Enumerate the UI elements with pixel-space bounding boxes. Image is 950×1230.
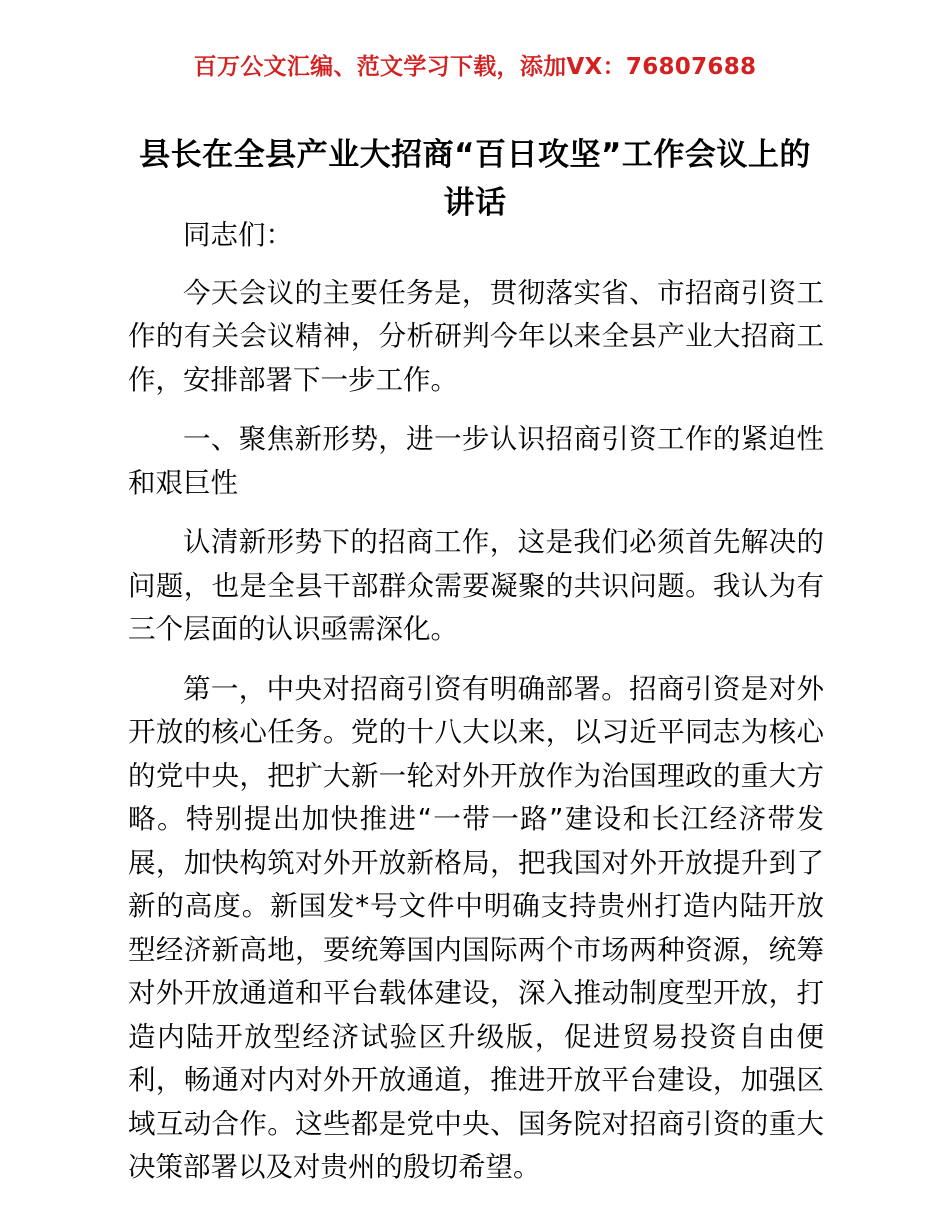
paragraph-salutation: 同志们：: [183, 219, 293, 251]
page-title: 县长在全县产业大招商“百日攻坚”工作会议上的讲话: [139, 136, 811, 221]
paragraph-section-one-intro: 认清新形势下的招商工作，这是我们必须首先解决的问题，也是全县干部群众需要凝聚的共识问题。我认为有三个层面的认识亟需深化。: [128, 526, 824, 645]
document-body: [128, 214, 824, 1190]
paragraph-meeting-purpose: 今天会议的主要任务是，贯彻落实省、市招商引资工作的有关会议精神，分析研判今年以来全县产业大招商工作，安排部署下一步工作。: [128, 276, 824, 396]
paragraph-point-one: 第一，中央对招商引资有明确部署。招商引资是对外开放的核心任务。党的十八大以来，以习近平同志为核心的党中央，把扩大新一轮对外开放作为治国理政的重大方略。特别提出加快推进“一带一路”建设和长江经济带发展，加快构筑对外开放新格局，把我国对外开放提升到了新的高度。新国发*号文件中明确支持贵州打造内陆开放型经济新高地，要统筹国内国际两个市场两种资源，统筹对外开放通道和平台载体建设，深入推动制度型开放，打造内陆开放型经济试验区升级版，促进贸易投资自由便利，畅通对内对外开放通道，推进开放平台建设，加强区域互动合作。这些都是党中央、国务院对招商引资的重大决策部署以及对贵州的殷切希望。: [128, 672, 824, 1183]
paragraph-section-one-heading: 一、聚焦新形势，进一步认识招商引资工作的紧迫性和艰巨性: [128, 423, 824, 499]
promo-header-text: 百万公文汇编、范文学习下载，添加VX：76807688: [193, 54, 757, 80]
promo-header-banner: [0, 52, 950, 82]
